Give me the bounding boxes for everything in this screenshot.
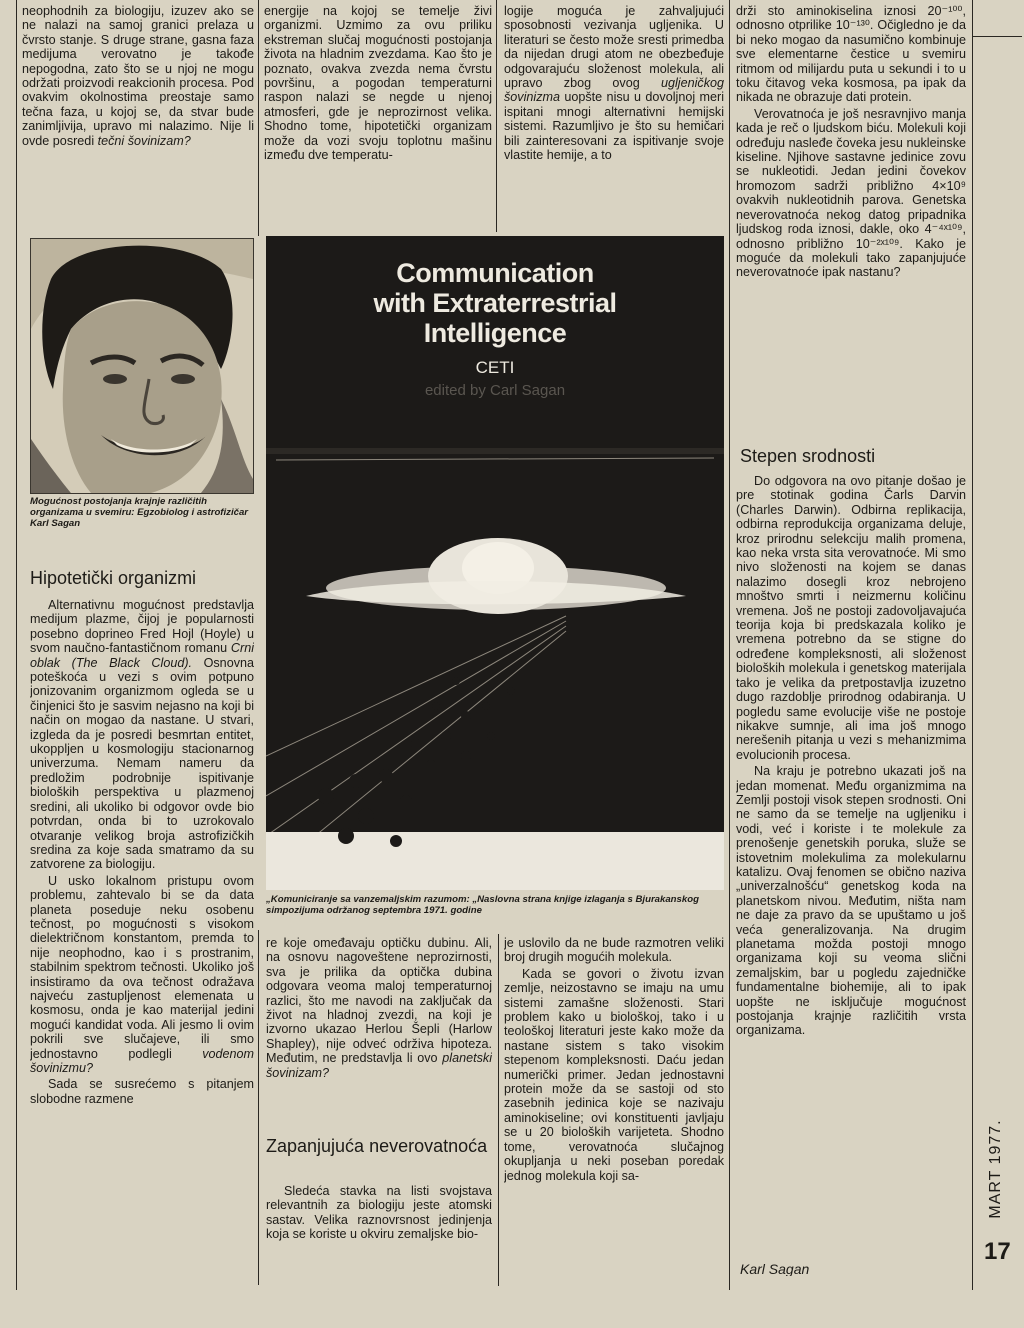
col2-bottom-para-2: Sledeća stavka na listi svojstava relevantnih za biologiju jeste atomski sastav. Velika raznovrsnost jedinjenja koja se koriste u okviru zemaljske bio-	[266, 1184, 492, 1242]
col1-para-1b: Osnovna poteškoća u vezi s ovim potpuno jonizovanim organizmom ogleda se u činjenici što je sasvim nejasno na koji bi način on mogao da nastane. U stvari, izgleda da je posredi besmrtan entitet, ukoppljen u kosmologiju stacionarnog univerzuma. Nemam nameru da predložim podrobnije ispitivanje bioloških perspektiva u plazmenoj sredini, ali ukoliko bi odgovor ovde bio potvrdan, onda bi to uzrokovalo otvaranje velikog broja astrofizičkih sredina za koje sada smatramo da su zatvorene za biologiju.	[30, 655, 254, 872]
column-2-top-text	[264, 4, 492, 232]
column-3-bottom-text	[504, 936, 724, 1286]
folio-date-text: MART 1977.	[987, 1119, 1004, 1219]
col1-para-1: Alternativnu mogućnost predstavlja medijum plazme, čijoj je popularnosti posebno doprineo Fred Hojl (Hoyle) u svom naučno-fantastičnom romanu	[30, 598, 254, 656]
book-caption: „Komuniciranje sa vanzemaljskim razumom: „Naslovna strana knjige izlaganja s Bjurakanskog simpozijuma održanog septembra 1971. godine	[266, 894, 699, 916]
col3-bottom-para-1: je uslovilo da ne bude razmotren veliki broj drugih mogućih molekula.	[504, 936, 724, 965]
heading-hipoteticki-organizmi: Hipotetički organizmi	[30, 568, 197, 588]
col3-italic-ugljenicki: ugljeničkog šovinizma	[504, 76, 724, 105]
col3-bottom-para-2: Kada se govori o životu izvan zemlje, neizostavno se imaju na umu sistemi zamašne složenosti. Stari problem kako u biološkoj, tako i u teološkoj literaturi jeste kako može da nastane sistem s tako visokim stepenom kompleksnosti. Daću jedan numerički primer. Jedan jednostavni protein može da se sastoji od sto zasebnih jedinica koje se nazivaju aminokiseline; ovi konstituenti javljaju se u 20 bioloških varijeteta. Shodno tome, verovatnoća slučajnog okupljanja u neki poseban poredak jednog molekula koji sa-	[504, 966, 724, 1183]
column-rule-2b	[498, 934, 499, 1286]
book-title-line-1: Communication	[396, 258, 594, 288]
col3-top-para-b: uopšte nisu u dovoljnoj meri ispitani mnogi alternativni hemijski sistemi. Razumljivo je što su hemičari bili zainteresovani za ispitivanje svoje vlastite hemije, a to	[504, 90, 724, 163]
page-number: 17	[984, 1238, 1011, 1265]
column-3-top-text	[504, 4, 724, 232]
portrait-image	[31, 239, 253, 493]
col2-italic-planetski: planetski šovinizam?	[266, 1051, 492, 1080]
col1-top-para: neophodnih za biologiju, izuzev ako se ne nalazi na samoj granici prelaza u čvrsto stanje. S druge strane, gasna faza medijuma verovatno je takođe nepogodna, zato što se u njoj ne mogu održati proizvodi reakcionih procesa. Pod ovakvim okolnostima preostaje samo tečna faza, u kojoj se, da stvar bude zanimljivija, upravo mi nalazimo. Nije li ovde posredi	[22, 4, 254, 148]
column-rule-1	[258, 0, 259, 236]
heading-zapanjujuca-neverovatnoca: Zapanjujuća neverovatnoća	[266, 1136, 488, 1156]
column-rule-2	[496, 0, 497, 232]
col1-para-3: Sada se susrećemo s pitanjem slobodne razmene	[30, 1077, 254, 1106]
col1-italic-vodeni: vodenom šovinizmu?	[30, 1046, 254, 1075]
book-title-line-2: with Extraterrestrial	[373, 288, 617, 318]
book-title	[266, 258, 724, 348]
column-rule-3	[729, 0, 730, 1290]
heading-stepen-srodnosti: Stepen srodnosti	[740, 446, 876, 466]
column-4-top-text	[736, 4, 966, 444]
book-cover-image	[266, 236, 724, 890]
book-subtitle: CETI	[475, 358, 515, 377]
book-title-line-3: Intelligence	[423, 318, 567, 348]
col4-para-1: drži sto aminokiselina iznosi 20⁻¹⁰⁰, odnosno otprilike 10⁻¹³⁰. Očigledno je da bi neko mogao da nasumično kombinuje sve elementarne čestice u svemiru ritmom od milijardu puta u sekundi i to u toku čitavog veka kosmosa, pa ipak da nikada ne obrazuje dati protein.	[736, 4, 966, 105]
col4-para-2: Verovatnoća je još nesravnjivo manja kada je reč o ljudskom biću. Molekuli koji određuju nasleđe čoveka jesu nukleinske kiseline. Njihove sastavne jedinice zovu se nukleotidi. Jedan jedini čovekov hromozom sadrži približno 4×10⁹ ovakvih nukleotidnih parova. Genetska neverovatnoća nekog datog pripadnika ljudskog roda iznosi, dakle, oko 4⁻⁴ˣ¹⁰⁹, odnosno približno 10⁻²ˣ¹⁰⁹. Kako je moguće da molekuli tako zapanjujuće neverovatnoće ipak nastanu?	[736, 106, 966, 280]
column-1-main-text	[30, 598, 254, 1288]
book-editor: edited by Carl Sagan	[424, 382, 566, 399]
column-1-top-text	[22, 4, 254, 234]
left-margin-rule	[16, 0, 17, 1290]
col2-top-para: energije na kojoj se temelje živi organizmi. Uzmimo za ovu priliku ekstreman slučaj mogućnosti postojanja života na hladnim zvezdama. Kao što je poznato, ovakva zvezda nema čvrstu površinu, a pogodan temperaturni raspon nalazi se negde u njenoj atmosferi, gde je neprozirnost velika. Shodno tome, hipotetički organizam može da vozi svoju toplotnu mašinu između dve temperatu-	[264, 4, 492, 163]
col4-para-4: Na kraju je potrebno ukazati još na jedan momenat. Među organizmima na Zemlji postoji visok stepen srodnosti. Oni ne samo da se temelje na ugljeniku i vodi, već i koriste i te molekule za prenošenje genetskih poruka, služe se istovetnim molekulima za molekularnu katalizu. Ovaj fenomen se obično naziva „univerzalnošću“ genetskog koda na planetskom nivou. Međutim, ništa nam ne daje za pravo da se upuštamo u još veća generalizovanja. Na drugim planetama možda postoji mnogo organizama koji su veoma slični zemaljskim, bar u pogledu zajedničke fundamentalne biohemije, ali to ipak uopšte ne isključuje mogućnost postojanja krajnje različitih vrsta organizama.	[736, 764, 966, 1038]
col4-para-3: Do odgovora na ovo pitanje došao je pre stotinak godina Čarls Darvin (Charles Darwin). Odbirna replikacija, odbirna reprodukcija organizama deluje, kroz prirodnu selekciju malih promena, kao neka vrsta sita verovatnoće. Mi smo nivo složenosti na kojem se danas nalazimo dosegli kroz nebrojeno mnoštvo smrti i neizmernu količinu vremena. Još ne postoji zadovoljavajuća teorija koja bi predskazala koliko je vremena potrebno da se stigne do određene kompleksnosti, ali složenost bioloških molekula i genetskog materijala tako je velika da pretpostavlja izuzetno dugo razdoblje prirodnog odabiranja. U pogledu same evolucije više ne postoje nikakve sumnje, ali ima još mnogo nerešenih pitanja u vezi s mehanizmima evolucionih procesa.	[736, 474, 966, 762]
author-signature: Karl Sagan	[740, 1262, 810, 1277]
author-photo	[30, 238, 254, 494]
photo-caption: Mogućnost postojanja krajnje različitih organizama u svemiru: Egzobiolog i astrofizičar Karl Sagan	[30, 496, 249, 529]
col1-italic-black-cloud: Crni oblak (The Black Cloud).	[30, 641, 254, 670]
col2-bottom-para: re koje omeđavaju optičku dubinu. Ali, na osnovu nagoveštene neprozirnosti, sva je prilika da optička dubina odgovara veoma maloj temperaturnoj razlici, što me navodi na zaključak da život na hladnoj zvezdi, na koji je izvorno ukazao Herlou Šepli (Harlow Shapley), nije odveć održiva hipoteza. Međutim, ne predstavlja li ovo	[266, 936, 492, 1066]
column-4-main-text	[736, 474, 966, 1254]
column-rule-1b	[258, 930, 259, 1285]
col3-top-para: logije moguća je zahvaljujući sposobnosti vezivanja ugljenika. U literaturi se često može sresti primedba da nijedan drugi atom ne obezbeđuje odgovarajuću složenost molekula, ali upravo zbog ovog	[504, 4, 724, 91]
col1-top-italic: tečni šovinizam?	[97, 133, 191, 148]
right-margin-rule	[972, 0, 973, 1290]
top-rule-right	[972, 36, 1022, 37]
column-2-bottom-text-2	[266, 1184, 492, 1284]
column-2-bottom-text	[266, 936, 492, 1126]
col1-para-2: U usko lokalnom pristupu ovom problemu, zahtevalo bi se da data planeta poseduje neku osobenu tečnost, po mogućnosti s visokom dielektričnom konstantom, premda to nije neophodno, kao i s prostranim, stabilnim spektrom tečnosti. Ukoliko još insistiramo da ova tečnost odražava najveću zastupljenost elemenata u kosmosu, onda je kao materijal jedini mogući kandidat voda. Ali jesmo li ovim pokrili sve slučajeve, ili smo jednostavno podlegli	[30, 873, 254, 1061]
